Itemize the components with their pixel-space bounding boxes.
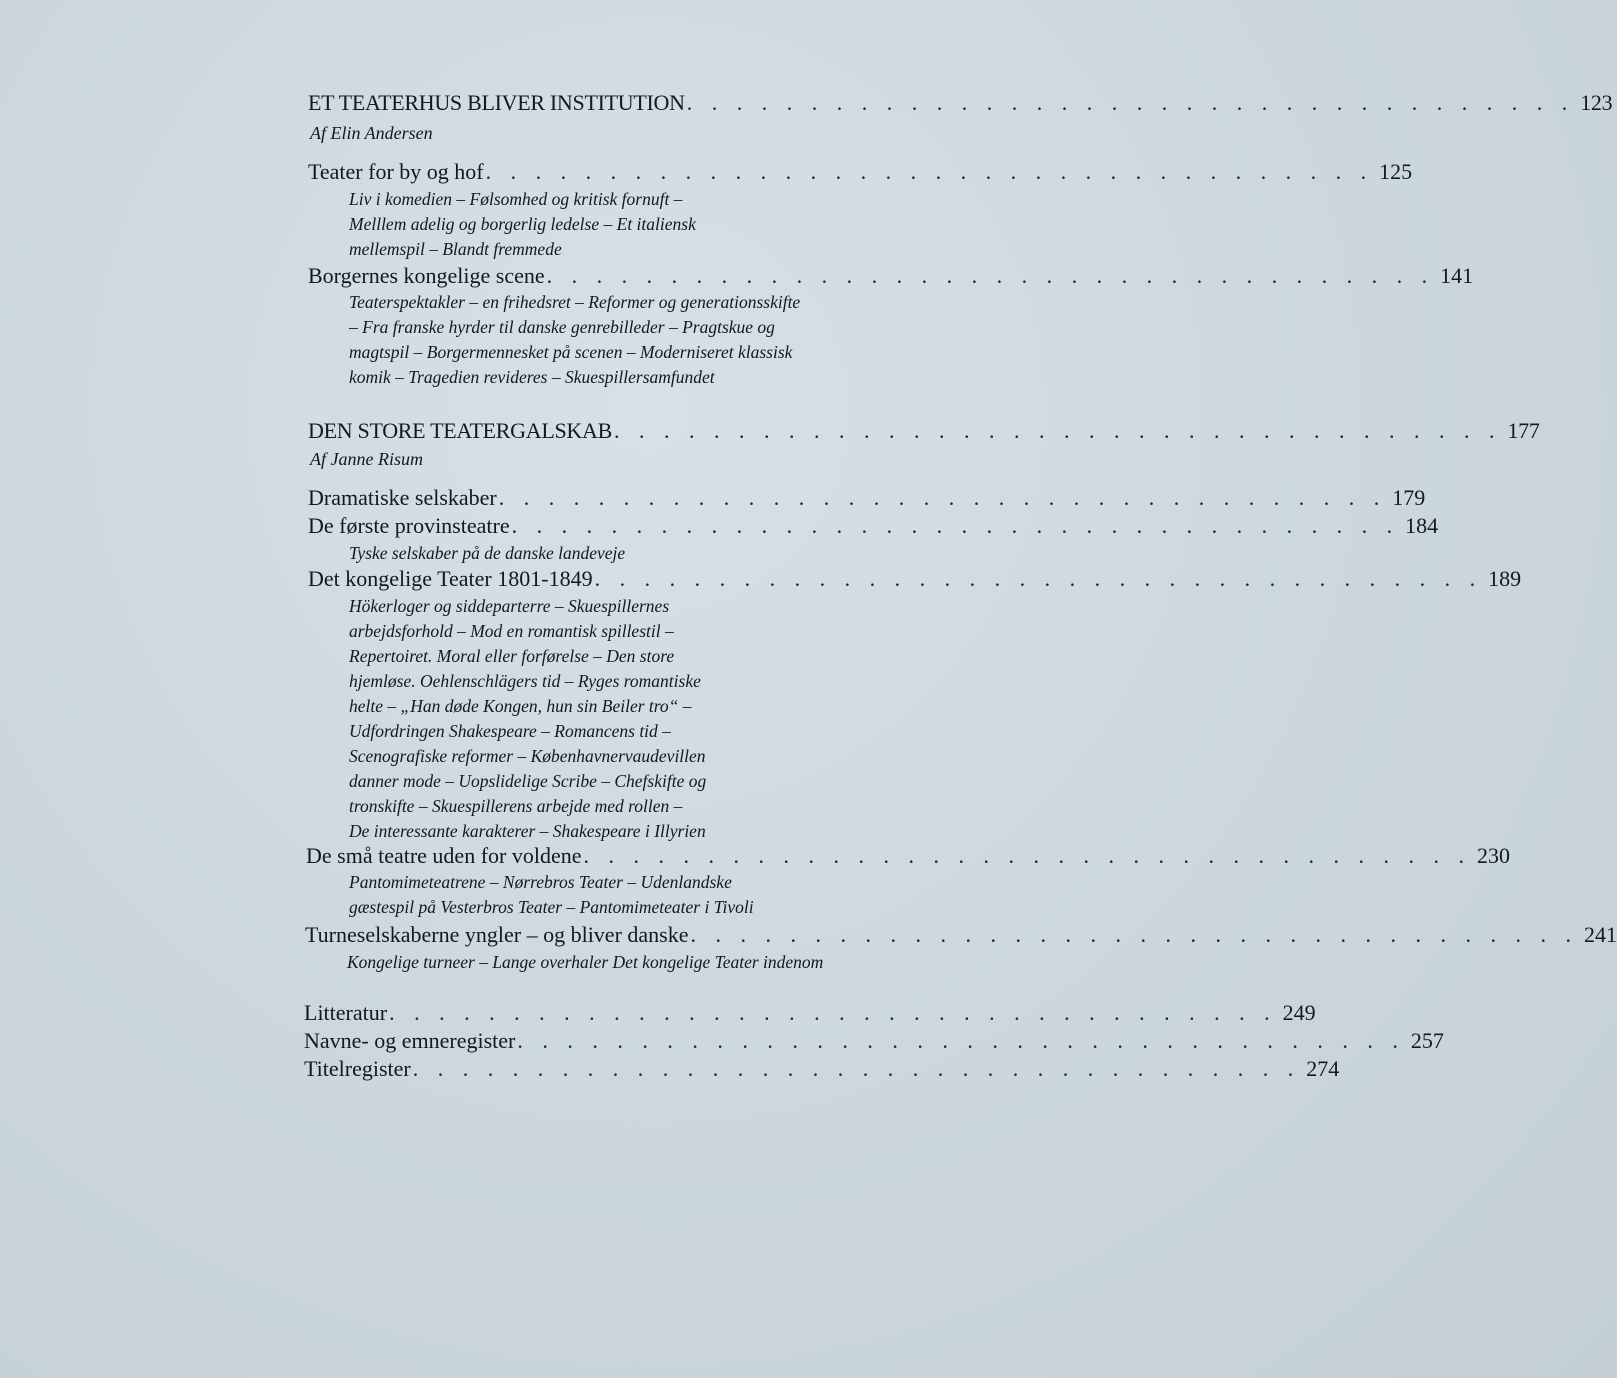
- page-number: 249: [1282, 1000, 1316, 1025]
- subtopic-line: tronskifte – Skuespillerens arbejde med rollen –: [349, 796, 683, 816]
- subtopic-line: Udfordringen Shakespeare – Romancens tid –: [349, 721, 671, 741]
- subtopic-line: arbejdsforhold – Mod en romantisk spillestil –: [349, 621, 674, 641]
- subtopic-line: komik – Tragedien revideres – Skuespillersamfundet: [349, 367, 715, 387]
- section-author: Af Janne Risum: [310, 449, 423, 469]
- chapter-subtopics: [347, 950, 823, 975]
- page-number: 274: [1306, 1056, 1340, 1081]
- chapter-title: Borgernes kongelige scene: [308, 263, 545, 288]
- dot-leader: . . . . . . . . . . . . . . . . . . . . . . . . . . . . . . . . . . . .: [517, 1028, 1405, 1053]
- section-heading: [308, 90, 1613, 116]
- chapter-subtopics: [349, 870, 754, 920]
- dot-leader: . . . . . . . . . . . . . . . . . . . . . . . . . . . . . . . . . . . .: [389, 1000, 1277, 1025]
- page-number: 123: [1580, 90, 1613, 115]
- chapter-subtopics: [349, 594, 706, 844]
- page-number: 177: [1507, 418, 1540, 443]
- dot-leader: . . . . . . . . . . . . . . . . . . . . . . . . . . . . . . . . . . . .: [412, 1056, 1301, 1081]
- dot-leader: . . . . . . . . . . . . . . . . . . . . . . . . . . . . . . . . . . . .: [498, 485, 1387, 510]
- chapter-title: Turneselskaberne yngler – og bliver danske: [305, 922, 689, 947]
- subtopic-line: Repertoiret. Moral eller forførelse – Den store: [349, 646, 675, 666]
- subtopic-line: Hökerloger og siddeparterre – Skuespillernes: [349, 596, 670, 616]
- subtopic-line: Scenografiske reformer – Københavnervaudevillen: [349, 746, 706, 766]
- chapter-entry: [308, 159, 1413, 185]
- back-matter-title: Titelregister: [304, 1056, 411, 1081]
- section-author: Af Elin Andersen: [310, 123, 433, 143]
- dot-leader: . . . . . . . . . . . . . . . . . . . . . . . . . . . . . . . . . . . .: [594, 566, 1483, 591]
- chapter-entry: [308, 263, 1474, 289]
- chapter-title: De små teatre uden for voldene: [306, 843, 582, 868]
- subtopic-line: De interessante karakterer – Shakespeare i Illyrien: [349, 821, 706, 841]
- back-matter-entry: [304, 1000, 1316, 1026]
- subtopic-line: Tyske selskaber på de danske landeveje: [349, 543, 626, 563]
- subtopic-line: helte – „Han døde Kongen, hun sin Beiler tro“ –: [349, 696, 692, 716]
- chapter-entry: [308, 566, 1522, 592]
- chapter-title: Det kongelige Teater 1801-1849: [308, 566, 593, 591]
- subtopic-line: Melllem adelig og borgerlig ledelse – Et italiensk: [349, 214, 696, 234]
- page-number: 257: [1410, 1028, 1444, 1053]
- dot-leader: . . . . . . . . . . . . . . . . . . . . . . . . . . . . . . . . . . . .: [690, 922, 1578, 947]
- chapter-subtopics: [349, 541, 625, 566]
- back-matter-entry: [304, 1056, 1340, 1082]
- chapter-entry: [306, 843, 1510, 869]
- subtopic-line: Teaterspektakler – en frihedsret – Reformer og generationsskifte: [349, 292, 801, 312]
- subtopic-line: Liv i komedien – Følsomhed og kritisk fornuft –: [349, 189, 683, 209]
- chapter-subtopics: [349, 290, 800, 390]
- subtopic-line: gæstespil på Vesterbros Teater – Pantomimeteater i Tivoli: [349, 897, 754, 917]
- subtopic-line: Kongelige turneer – Lange overhaler Det kongelige Teater indenom: [347, 952, 824, 972]
- chapter-entry: [308, 485, 1426, 511]
- page-number: 189: [1488, 566, 1522, 591]
- chapter-entry: [308, 513, 1439, 539]
- page-number: 184: [1405, 513, 1439, 538]
- chapter-subtopics: [349, 187, 696, 262]
- subtopic-line: magtspil – Borgermennesket på scenen – Moderniseret klassisk: [349, 342, 793, 362]
- subtopic-line: Pantomimeteatrene – Nørrebros Teater – Udenlandske: [349, 872, 732, 892]
- dot-leader: . . . . . . . . . . . . . . . . . . . . . . . . . . . . . . . . . . . .: [583, 843, 1471, 868]
- dot-leader: . . . . . . . . . . . . . . . . . . . . . . . . . . . . . . . . . . . .: [546, 263, 1435, 288]
- section-title: DEN STORE TEATERGALSKAB: [308, 418, 612, 443]
- dot-leader: . . . . . . . . . . . . . . . . . . . . . . . . . . . . . . . . . . . .: [485, 159, 1374, 184]
- chapter-entry: [305, 922, 1617, 948]
- back-matter-title: Litteratur: [304, 1000, 388, 1025]
- page-number: 230: [1477, 843, 1510, 868]
- dot-leader: . . . . . . . . . . . . . . . . . . . . . . . . . . . . . . . . . . . .: [511, 513, 1400, 538]
- page-number: 241: [1584, 922, 1617, 947]
- page-number: 179: [1392, 485, 1426, 510]
- back-matter-title: Navne- og emneregister: [304, 1028, 516, 1053]
- subtopic-line: – Fra franske hyrder til danske genrebilleder – Pragtskue og: [349, 317, 775, 337]
- section-title: ET TEATERHUS BLIVER INSTITUTION: [308, 90, 685, 115]
- subtopic-line: hjemløse. Oehlenschlägers tid – Ryges romantiske: [349, 671, 701, 691]
- dot-leader: . . . . . . . . . . . . . . . . . . . . . . . . . . . . . . . . . . . .: [686, 90, 1575, 115]
- page-number: 125: [1379, 159, 1413, 184]
- dot-leader: . . . . . . . . . . . . . . . . . . . . . . . . . . . . . . . . . . . .: [613, 418, 1502, 443]
- page-number: 141: [1440, 263, 1474, 288]
- subtopic-line: mellemspil – Blandt fremmede: [349, 239, 562, 259]
- chapter-title: Teater for by og hof: [308, 159, 484, 184]
- chapter-title: De første provinsteatre: [308, 513, 510, 538]
- chapter-title: Dramatiske selskaber: [308, 485, 497, 510]
- section-heading: [308, 418, 1540, 444]
- subtopic-line: danner mode – Uopslidelige Scribe – Chefskifte og: [349, 771, 707, 791]
- back-matter-entry: [304, 1028, 1444, 1054]
